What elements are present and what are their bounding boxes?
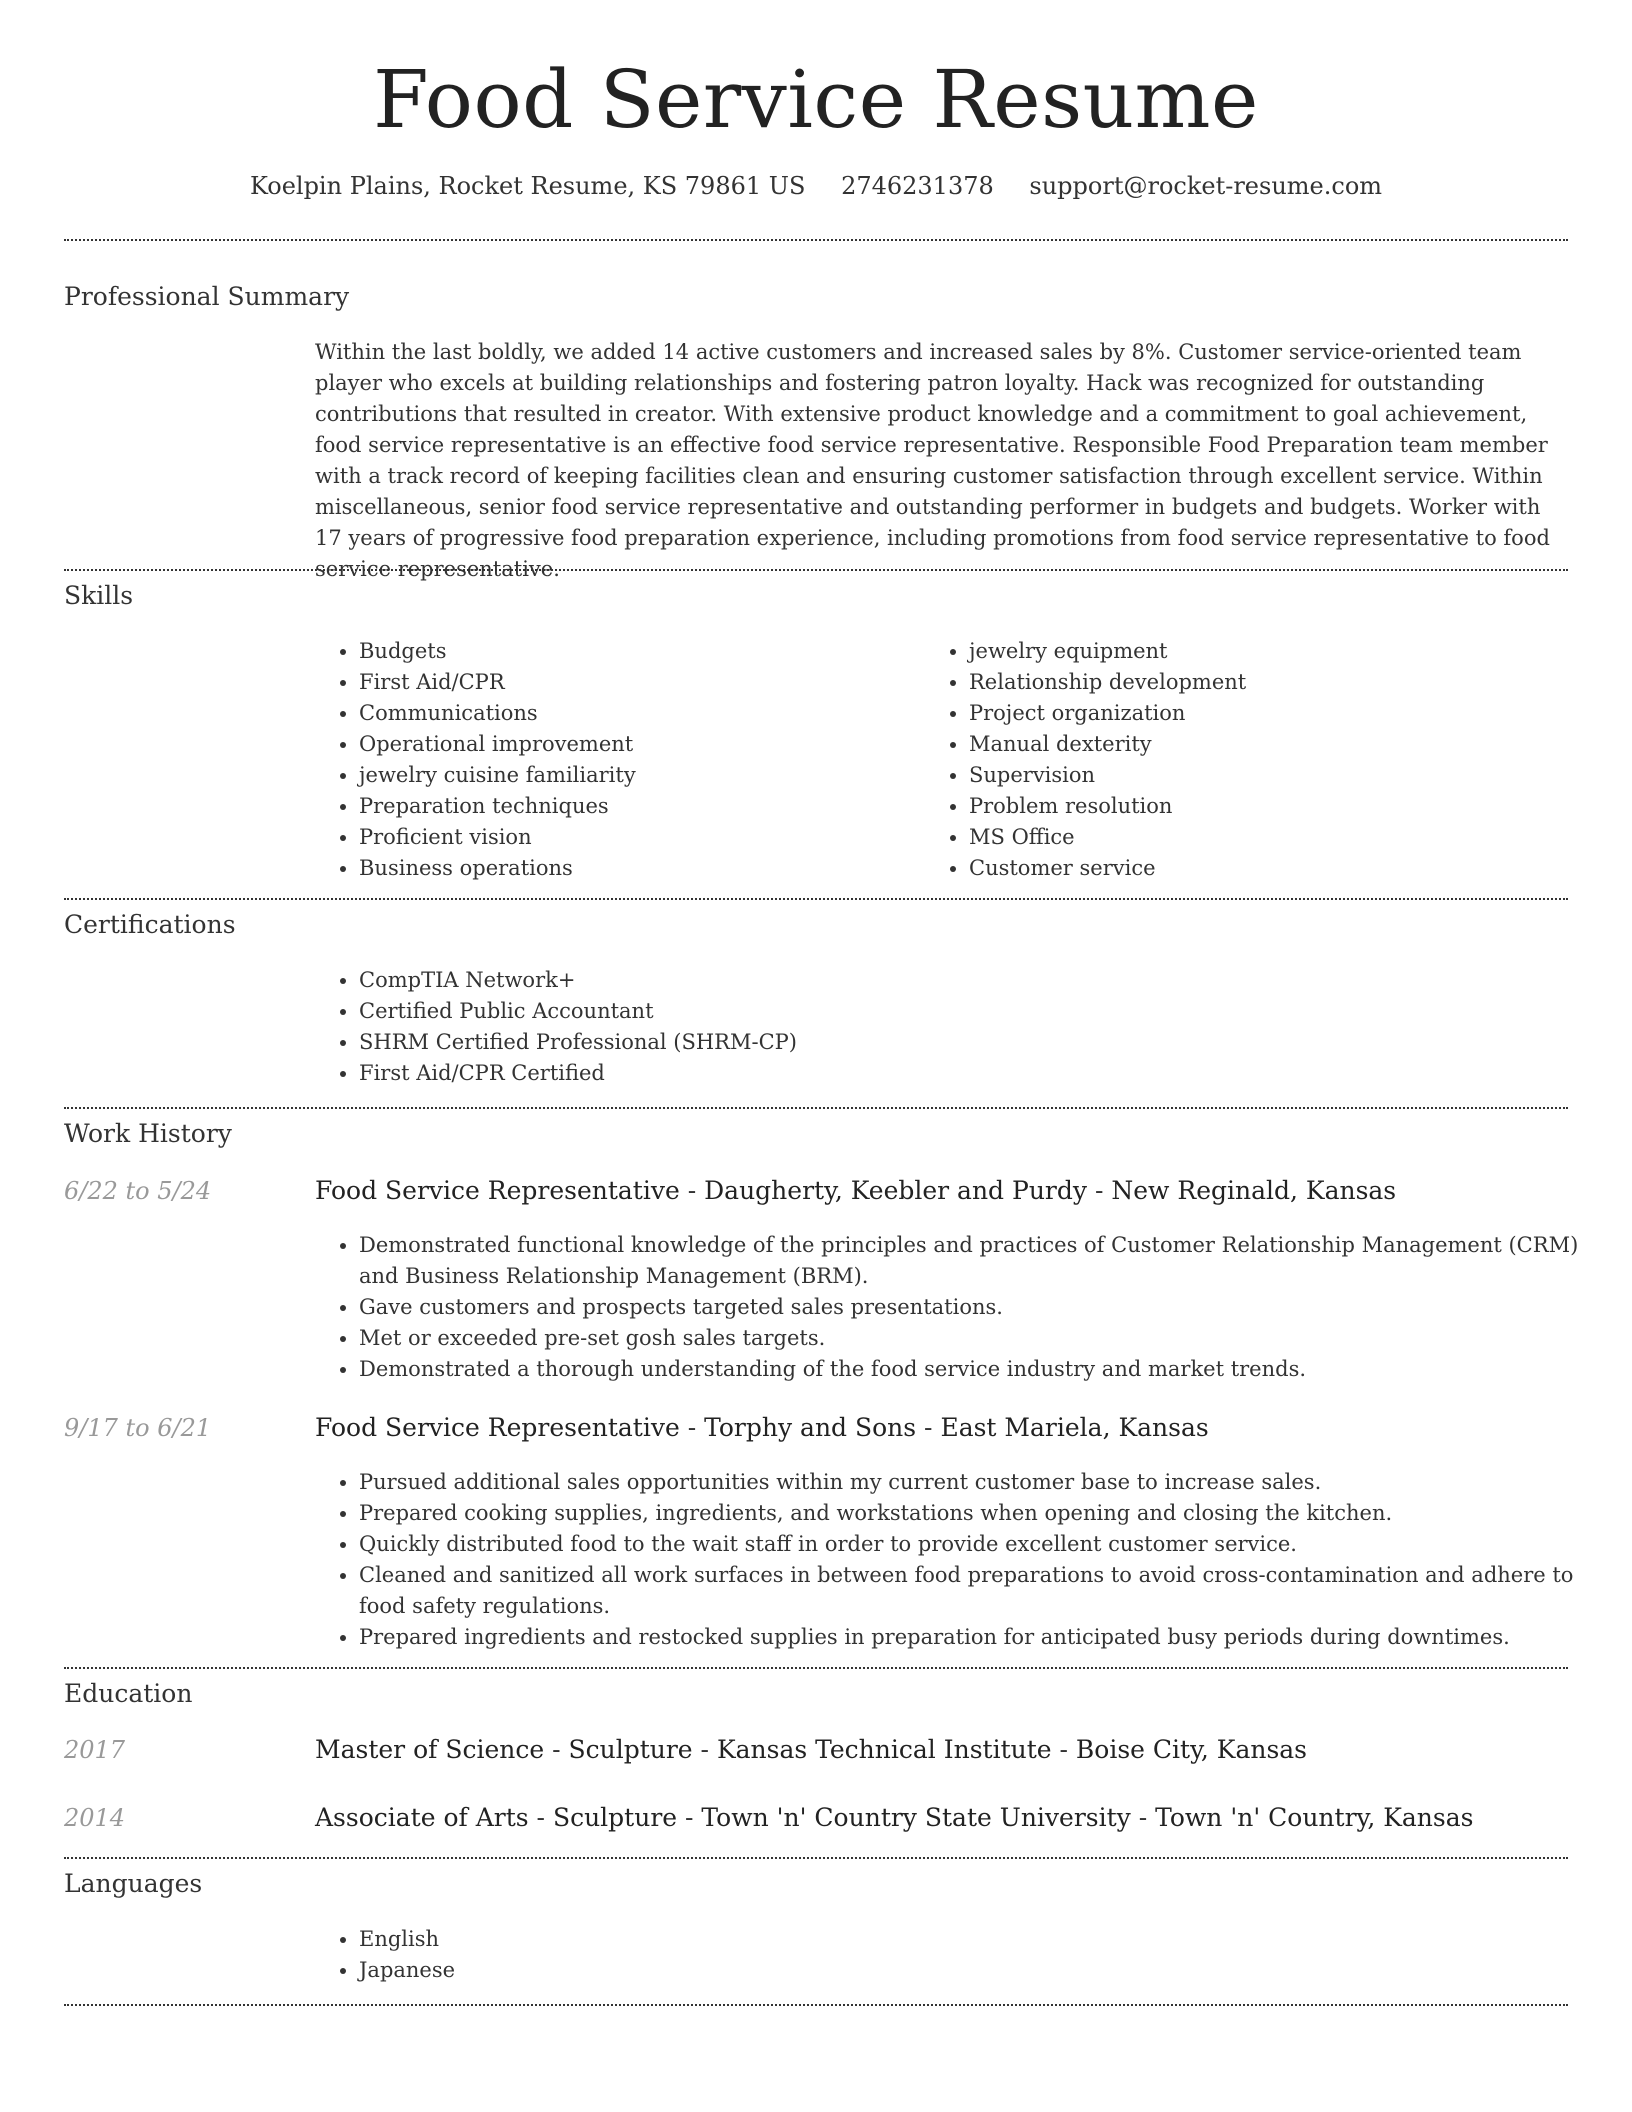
- list-item: • Demonstrated a thorough understanding of the food service industry and market trends.: [359, 1354, 1619, 1385]
- job-dates: 6/22 to 5/24: [64, 1177, 212, 1205]
- contact-address: Koelpin Plains, Rocket Resume, KS 79861 US: [249, 172, 806, 200]
- list-item: • Met or exceeded pre-set gosh sales targets.: [359, 1323, 1619, 1354]
- contact-phone: 2746231378: [841, 172, 994, 200]
- education-school: Kansas Technical Institute: [716, 1735, 1052, 1764]
- list-item: • Manual dexterity: [969, 729, 1569, 760]
- divider: [64, 1857, 1568, 1859]
- list-item: • jewelry cuisine familiarity: [359, 760, 919, 791]
- list-item: • Relationship development: [969, 667, 1569, 698]
- job-role: Food Service Representative: [315, 1176, 680, 1205]
- education-school: Town 'n' Country State University: [701, 1803, 1131, 1832]
- list-item: • Project organization: [969, 698, 1569, 729]
- education-degree: Associate of Arts: [315, 1803, 529, 1832]
- job-bullets: [315, 1230, 1619, 1385]
- education-heading: Education: [64, 1679, 193, 1708]
- divider: [64, 898, 1568, 900]
- education-location: Town 'n' Country, Kansas: [1155, 1803, 1474, 1832]
- list-item: • Communications: [359, 698, 919, 729]
- list-item: • Problem resolution: [969, 791, 1569, 822]
- list-item: • Quickly distributed food to the wait staff in order to provide excellent customer service.: [359, 1529, 1619, 1560]
- list-item: • Business operations: [359, 853, 919, 884]
- list-item: • Gave customers and prospects targeted sales presentations.: [359, 1292, 1619, 1323]
- summary-heading: Professional Summary: [64, 282, 350, 311]
- job-role: Food Service Representative: [315, 1413, 680, 1442]
- list-item: • CompTIA Network+: [359, 965, 1359, 996]
- list-item: • Budgets: [359, 636, 919, 667]
- job-location: New Reginald, Kansas: [1111, 1176, 1397, 1205]
- list-item: • English: [359, 1924, 959, 1955]
- job-company: Daugherty, Keebler and Purdy: [704, 1176, 1088, 1205]
- job-bullets: [315, 1467, 1619, 1653]
- languages-heading: Languages: [64, 1869, 203, 1898]
- list-item: • Prepared ingredients and restocked supplies in preparation for anticipated busy periods during downtimes.: [359, 1622, 1619, 1653]
- contact-email[interactable]: support@rocket-resume.com: [1029, 172, 1383, 200]
- job-dates: 9/17 to 6/21: [64, 1414, 212, 1442]
- list-item: • Demonstrated functional knowledge of the principles and practices of Customer Relationship Management (CRM) and Business Relationship Management (BRM).: [359, 1230, 1619, 1292]
- education-location: Boise City, Kansas: [1075, 1735, 1308, 1764]
- divider: [64, 569, 1568, 571]
- list-item: • Prepared cooking supplies, ingredients, and workstations when opening and closing the kitchen.: [359, 1498, 1619, 1529]
- work-heading: Work History: [64, 1119, 232, 1148]
- list-item: • First Aid/CPR Certified: [359, 1058, 1359, 1089]
- education-field: Sculpture: [568, 1735, 693, 1764]
- list-item: • Pursued additional sales opportunities within my current customer base to increase sales.: [359, 1467, 1619, 1498]
- education-entry: Associate of Arts - Sculpture - Town 'n' Country State University - Town 'n' Country, Kansas: [315, 1803, 1474, 1832]
- resume-title: Food Service Resume: [373, 53, 1259, 146]
- divider: [64, 239, 1568, 241]
- list-item: • Cleaned and sanitized all work surfaces in between food preparations to avoid cross-contamination and adhere to food safety regulations.: [359, 1560, 1619, 1622]
- skills-list-right: [925, 636, 1569, 884]
- languages-list: [315, 1924, 959, 1986]
- list-item: • First Aid/CPR: [359, 667, 919, 698]
- list-item: • SHRM Certified Professional (SHRM-CP): [359, 1027, 1359, 1058]
- skills-heading: Skills: [64, 581, 134, 610]
- list-item: • Supervision: [969, 760, 1569, 791]
- list-item: • Certified Public Accountant: [359, 996, 1359, 1027]
- skills-list-left: [315, 636, 919, 884]
- list-item: • MS Office: [969, 822, 1569, 853]
- divider: [64, 2004, 1568, 2006]
- summary-text: Within the last boldly, we added 14 active customers and increased sales by 8%. Customer service-oriented team player who excels at building relationships and fostering patron loyalty. Hack was recognized for outstanding contributions that resulted in creator. With extensive product knowledge and a commitment to goal achievement, food service representative is an effective food service representative. Responsible Food Preparation team member with a track record of keeping facilities clean and ensuring customer satisfaction through excellent service. Within miscellaneous, senior food service representative and outstanding performer in budgets and budgets. Worker with 17 years of progressive food preparation experience, including promotions from food service representative to food service representative.: [315, 340, 1550, 581]
- education-year: 2014: [64, 1804, 126, 1832]
- list-item: • Proficient vision: [359, 822, 919, 853]
- job-company: Torphy and Sons: [704, 1413, 917, 1442]
- list-item: • Japanese: [359, 1955, 959, 1986]
- list-item: • Preparation techniques: [359, 791, 919, 822]
- education-year: 2017: [64, 1736, 126, 1764]
- list-item: • Operational improvement: [359, 729, 919, 760]
- contact-line: [0, 170, 1632, 202]
- list-item: • Customer service: [969, 853, 1569, 884]
- list-item: • jewelry equipment: [969, 636, 1569, 667]
- certifications-list: [315, 965, 1359, 1089]
- divider: [64, 1107, 1568, 1109]
- education-degree: Master of Science: [315, 1735, 545, 1764]
- job-location: East Mariela, Kansas: [940, 1413, 1209, 1442]
- divider: [64, 1667, 1568, 1669]
- education-entry: Master of Science - Sculpture - Kansas Technical Institute - Boise City, Kansas: [315, 1735, 1308, 1764]
- job-title: Food Service Representative - Daugherty, Keebler and Purdy - New Reginald, Kansas: [315, 1176, 1397, 1205]
- certifications-heading: Certifications: [64, 910, 236, 939]
- job-title: Food Service Representative - Torphy and Sons - East Mariela, Kansas: [315, 1413, 1209, 1442]
- education-field: Sculpture: [552, 1803, 678, 1832]
